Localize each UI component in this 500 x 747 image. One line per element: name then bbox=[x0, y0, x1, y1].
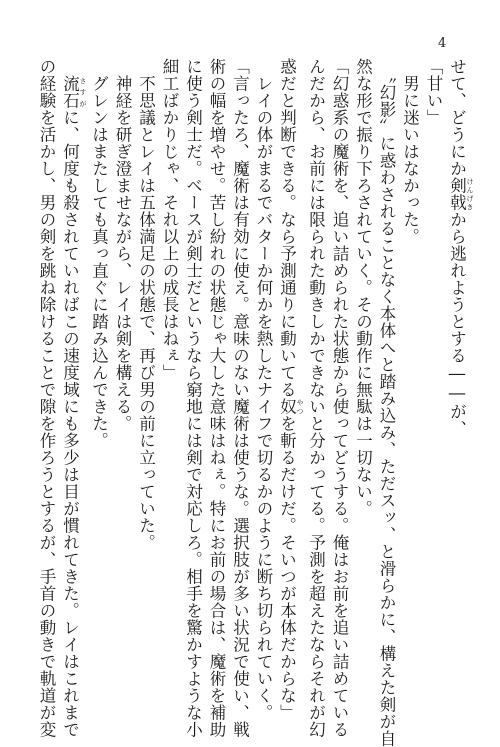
ruby-reading: けんげき bbox=[466, 177, 474, 211]
text-line bbox=[58, 58, 87, 738]
text-segment: 不思議とレイは五体満足の状態で、再び男の前に立っていた。 bbox=[136, 58, 156, 551]
text-segment: の経験を活かし、男の剣を跳ね除けることで隙を作ろうとするが、手首の動きで軌道が変 bbox=[37, 58, 56, 738]
text-line bbox=[158, 58, 182, 668]
text-line bbox=[398, 58, 422, 668]
text-segment: グレンはまたしても真っ直ぐに踏み込んできた。 bbox=[89, 58, 109, 449]
ruby-base: 奴 bbox=[277, 398, 297, 415]
text-segment: 然な形で振り下ろされていく。その動作に無駄は一切ない。 bbox=[353, 58, 373, 517]
ruby-reading: やつ bbox=[296, 398, 304, 415]
text-segment: せて、どうにか bbox=[447, 58, 467, 177]
text-line bbox=[87, 58, 111, 668]
text-line bbox=[205, 58, 229, 738]
text-segment: 男に迷いはなかった。 bbox=[400, 58, 420, 245]
body-text bbox=[35, 58, 475, 747]
text-line bbox=[422, 58, 446, 668]
text-segment: 「言ったろ、魔術は有効に使え。意味のない魔術は使うな。選択肢が多い状況で使い、戦 bbox=[230, 58, 250, 738]
ruby-annotation bbox=[447, 177, 474, 211]
text-line bbox=[328, 58, 352, 738]
text-line bbox=[445, 58, 474, 668]
text-line bbox=[304, 58, 328, 738]
ruby-annotation bbox=[60, 75, 87, 109]
text-segment: に、何度も殺されていればこの速度域にも多少は目が慣れてきた。レイはこれまで bbox=[60, 109, 80, 738]
text-segment: を斬るだけだ。そいつが本体だからな」 bbox=[277, 415, 297, 721]
text-line bbox=[35, 58, 59, 738]
text-line bbox=[111, 58, 135, 668]
text-segment: レイの体がまるでバターか何かを熱したナイフで切るかのように断ち切られていく。 bbox=[254, 58, 273, 721]
text-line bbox=[134, 58, 158, 668]
text-segment: んだから、お前には限られた動きしかできないと分かってる。予測を超えたならそれが幻 bbox=[306, 58, 326, 738]
ruby-reading: さすが bbox=[79, 75, 87, 109]
text-segment: に使う剣士だ。ベースが剣士だというなら窮地には剣で対応しろ。相手を驚かすような小 bbox=[183, 58, 203, 738]
text-segment: 術の幅を増やせ。苦し紛れの状態じゃ大した意味はねぇ。特にお前の場合は、魔術を補助 bbox=[207, 58, 226, 738]
text-segment: から逃れようとする――が、 bbox=[447, 211, 467, 437]
ruby-base: 流石 bbox=[60, 75, 80, 109]
text-line bbox=[351, 58, 375, 668]
text-segment: 細工ばかりじゃ、それ以上の成長はねぇ」 bbox=[160, 58, 179, 381]
text-line bbox=[375, 58, 399, 747]
text-segment: 惑だと判断できる。なら予測通りに動いてる bbox=[277, 58, 297, 398]
text-segment bbox=[61, 58, 80, 75]
ruby-annotation bbox=[277, 398, 304, 415]
text-segment: 「甘い」 bbox=[424, 58, 443, 126]
text-segment: 〝幻影〟に惑わされることなく本体へと踏み込み、ただスッ、と滑らかに、構えた剣が自 bbox=[377, 58, 396, 747]
text-segment: 「幻惑系の魔術を、追い詰められた状態から使ってどうする。俺はお前を追い詰めている bbox=[330, 58, 349, 738]
text-line bbox=[275, 58, 304, 721]
text-line bbox=[181, 58, 205, 738]
text-segment: 神経を研ぎ澄ませながら、レイは剣を構える。 bbox=[113, 58, 132, 432]
text-line bbox=[228, 58, 252, 738]
text-line bbox=[252, 58, 276, 721]
ruby-base: 剣戟 bbox=[447, 177, 467, 211]
page-number: 4 bbox=[438, 36, 447, 51]
